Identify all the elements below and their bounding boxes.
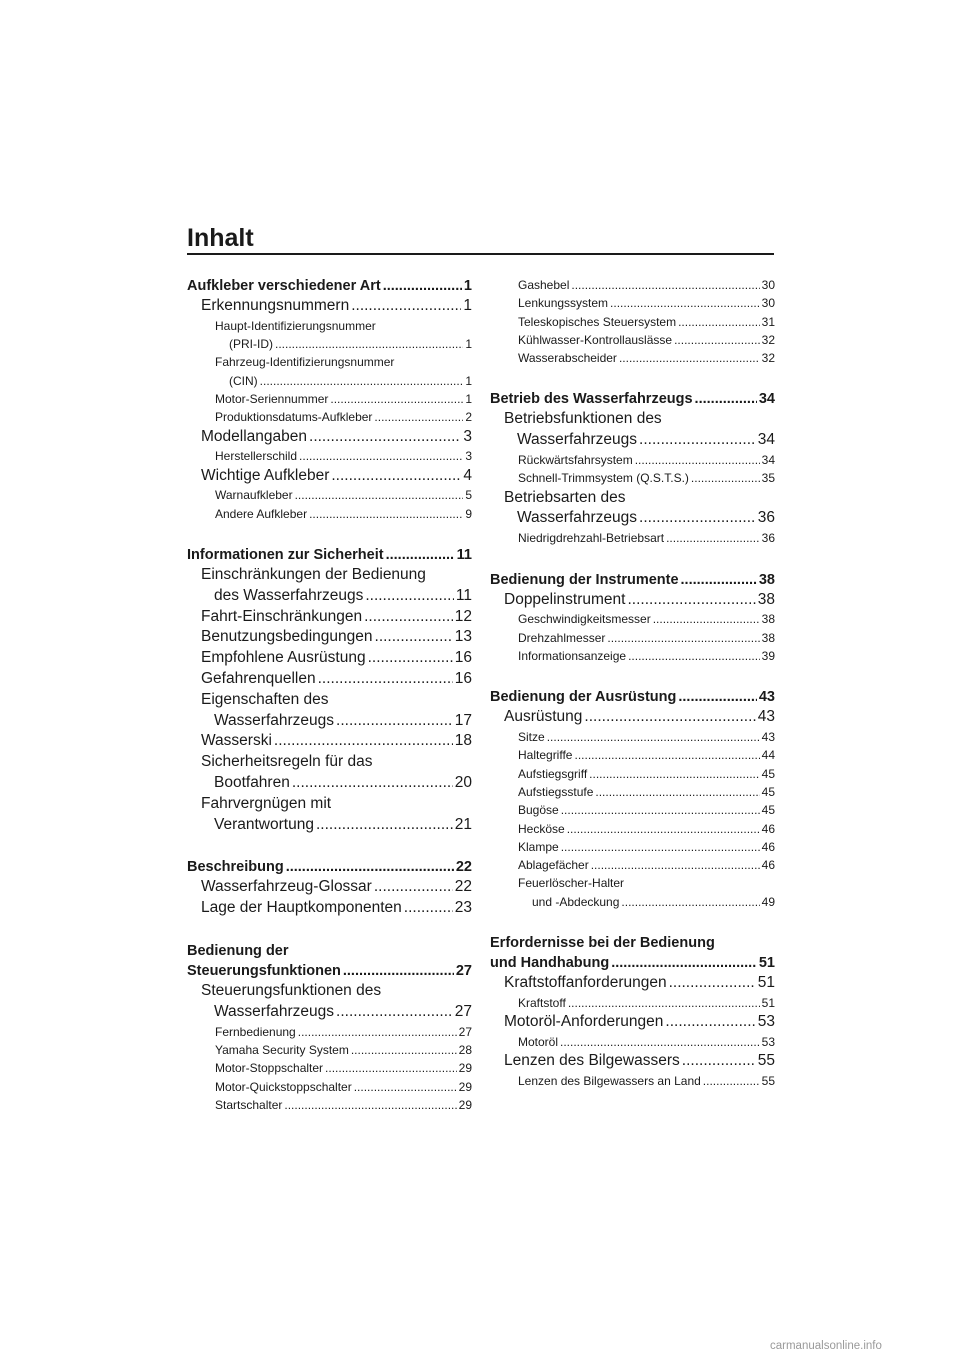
toc-entry[interactable]: Erkennungsnummern ..... 1 bbox=[187, 296, 472, 317]
toc-entry[interactable]: Rückwärtsfahrsystem ..... 34 bbox=[490, 451, 775, 469]
toc-entry[interactable]: Doppelinstrument ..... 38 bbox=[490, 590, 775, 611]
toc-entry-section[interactable]: Steuerungsfunktionen ..... 27 bbox=[187, 961, 472, 981]
toc-entry-section[interactable]: Aufkleber verschiedener Art ..... 1 bbox=[187, 276, 472, 296]
toc-entry-section-first-line[interactable]: Erfordernisse bei der Bedienung bbox=[490, 935, 715, 952]
toc-entry[interactable]: Kühlwasser-Kontrollauslässe ..... 32 bbox=[490, 331, 775, 349]
toc-entry[interactable]: Lenzen des Bilgewassers ..... 55 bbox=[490, 1051, 775, 1072]
toc-entry[interactable]: Wasserfahrzeugs ..... 17 bbox=[187, 711, 472, 732]
toc-entry-first-line[interactable]: Fahrzeug-Identifizierungsnummer bbox=[215, 355, 395, 370]
toc-entry[interactable]: Gashebel ..... 30 bbox=[490, 276, 775, 294]
toc-entry[interactable]: Warnaufkleber ..... 5 bbox=[187, 486, 472, 504]
toc-entry-first-line[interactable]: Betriebsfunktionen des bbox=[504, 410, 662, 428]
toc-entry[interactable]: Motor-Stoppschalter ..... 29 bbox=[187, 1059, 472, 1077]
toc-entry[interactable]: Bootfahren ..... 20 bbox=[187, 773, 472, 794]
toc-entry[interactable]: Wasserfahrzeugs ..... 34 bbox=[490, 430, 775, 451]
toc-entry[interactable]: Wasserfahrzeugs ..... 27 bbox=[187, 1002, 472, 1023]
toc-entry[interactable]: Hecköse ..... 46 bbox=[490, 820, 775, 838]
toc-entry[interactable]: Verantwortung ..... 21 bbox=[187, 815, 472, 836]
toc-entry[interactable]: Modellangaben ..... 3 bbox=[187, 427, 472, 448]
title-divider bbox=[187, 253, 774, 255]
toc-entry[interactable]: und -Abdeckung ..... 49 bbox=[490, 893, 775, 911]
toc-entry[interactable]: Drehzahlmesser ..... 38 bbox=[490, 629, 775, 647]
toc-entry[interactable]: Fernbedienung ..... 27 bbox=[187, 1023, 472, 1041]
toc-entry[interactable]: Klampe ..... 46 bbox=[490, 838, 775, 856]
toc-entry-section[interactable]: und Handhabung ..... 51 bbox=[490, 953, 775, 973]
toc-entry[interactable]: des Wasserfahrzeugs ..... 11 bbox=[187, 586, 472, 607]
toc-entry[interactable]: Aufstiegsstufe ..... 45 bbox=[490, 783, 775, 801]
toc-column-left bbox=[187, 276, 472, 1114]
toc-entry[interactable]: Motoröl-Anforderungen ..... 53 bbox=[490, 1012, 775, 1033]
toc-entry-section[interactable]: Bedienung der Ausrüstung ..... 43 bbox=[490, 687, 775, 707]
toc-entry[interactable]: Informationsanzeige ..... 39 bbox=[490, 647, 775, 665]
toc-entry[interactable]: Lenzen des Bilgewassers an Land ..... 55 bbox=[490, 1072, 775, 1090]
toc-entry-first-line[interactable]: Fahrvergnügen mit bbox=[201, 794, 332, 812]
toc-entry-first-line[interactable]: Steuerungsfunktionen des bbox=[201, 982, 382, 1000]
toc-entry[interactable]: Niedrigdrehzahl-Betriebsart ..... 36 bbox=[490, 529, 775, 547]
toc-entry-first-line[interactable]: Sicherheitsregeln für das bbox=[201, 753, 373, 771]
toc-entry-section[interactable]: Beschreibung ..... 22 bbox=[187, 857, 472, 877]
toc-entry[interactable]: Wasserfahrzeug-Glossar ..... 22 bbox=[187, 877, 472, 898]
toc-entry[interactable]: Sitze ..... 43 bbox=[490, 728, 775, 746]
toc-entry[interactable]: Kraftstoffanforderungen ..... 51 bbox=[490, 973, 775, 994]
toc-entry-section-first-line[interactable]: Bedienung der bbox=[187, 943, 289, 960]
toc-entry-section[interactable]: Bedienung der Instrumente ..... 38 bbox=[490, 570, 775, 590]
toc-entry[interactable]: Motor-Seriennummer ..... 1 bbox=[187, 390, 472, 408]
toc-entry[interactable]: Ablagefächer ..... 46 bbox=[490, 856, 775, 874]
toc-column-right bbox=[490, 276, 775, 1090]
toc-entry[interactable]: Gefahrenquellen ..... 16 bbox=[187, 669, 472, 690]
toc-entry-section[interactable]: Betrieb des Wasserfahrzeugs ..... 34 bbox=[490, 389, 775, 409]
toc-entry[interactable]: Kraftstoff ..... 51 bbox=[490, 994, 775, 1012]
toc-entry-first-line[interactable]: Feuerlöscher-Halter bbox=[518, 876, 625, 891]
toc-entry[interactable]: Wichtige Aufkleber ..... 4 bbox=[187, 466, 472, 487]
toc-entry[interactable]: Empfohlene Ausrüstung ..... 16 bbox=[187, 648, 472, 669]
toc-entry[interactable]: Ausrüstung ..... 43 bbox=[490, 707, 775, 728]
toc-entry[interactable]: Lenkungssystem ..... 30 bbox=[490, 294, 775, 312]
toc-entry[interactable]: (PRI-ID) ..... 1 bbox=[187, 335, 472, 353]
toc-entry[interactable]: Produktionsdatums-Aufkleber ..... 2 bbox=[187, 408, 472, 426]
toc-entry[interactable]: Wasserfahrzeugs ..... 36 bbox=[490, 508, 775, 529]
toc-entry-first-line[interactable]: Einschränkungen der Bedienung bbox=[201, 566, 426, 584]
toc-entry[interactable]: Herstellerschild ..... 3 bbox=[187, 447, 472, 465]
toc-entry[interactable]: Fahrt-Einschränkungen ..... 12 bbox=[187, 607, 472, 628]
toc-entry[interactable]: Haltegriffe ..... 44 bbox=[490, 746, 775, 764]
toc-entry-section[interactable]: Informationen zur Sicherheit ..... 11 bbox=[187, 545, 472, 565]
toc-entry-first-line[interactable]: Betriebsarten des bbox=[504, 488, 626, 506]
toc-entry-first-line[interactable]: Haupt-Identifizierungsnummer bbox=[215, 318, 376, 333]
toc-entry[interactable]: Geschwindigkeitsmesser ..... 38 bbox=[490, 610, 775, 628]
watermark-text: carmanualsonline.info bbox=[770, 1340, 882, 1352]
toc-entry[interactable]: Teleskopisches Steuersystem ..... 31 bbox=[490, 313, 775, 331]
toc-entry[interactable]: Schnell-Trimmsystem (Q.S.T.S.) ..... 35 bbox=[490, 469, 775, 487]
toc-entry[interactable]: Wasserski ..... 18 bbox=[187, 731, 472, 752]
toc-entry[interactable]: Motor-Quickstoppschalter ..... 29 bbox=[187, 1078, 472, 1096]
toc-entry[interactable]: Lage der Hauptkomponenten ..... 23 bbox=[187, 898, 472, 919]
toc-entry[interactable]: Benutzungsbedingungen ..... 13 bbox=[187, 627, 472, 648]
page-title: Inhalt bbox=[187, 224, 254, 252]
toc-entry[interactable]: Startschalter ..... 29 bbox=[187, 1096, 472, 1114]
toc-entry[interactable]: (CIN) ..... 1 bbox=[187, 372, 472, 390]
toc-entry[interactable]: Wasserabscheider ..... 32 bbox=[490, 349, 775, 367]
toc-entry-first-line[interactable]: Eigenschaften des bbox=[201, 690, 329, 708]
toc-entry[interactable]: Motoröl ..... 53 bbox=[490, 1033, 775, 1051]
toc-entry[interactable]: Yamaha Security System ..... 28 bbox=[187, 1041, 472, 1059]
toc-entry[interactable]: Andere Aufkleber ..... 9 bbox=[187, 505, 472, 523]
toc-entry[interactable]: Bugöse ..... 45 bbox=[490, 801, 775, 819]
toc-entry[interactable]: Aufstiegsgriff ..... 45 bbox=[490, 765, 775, 783]
